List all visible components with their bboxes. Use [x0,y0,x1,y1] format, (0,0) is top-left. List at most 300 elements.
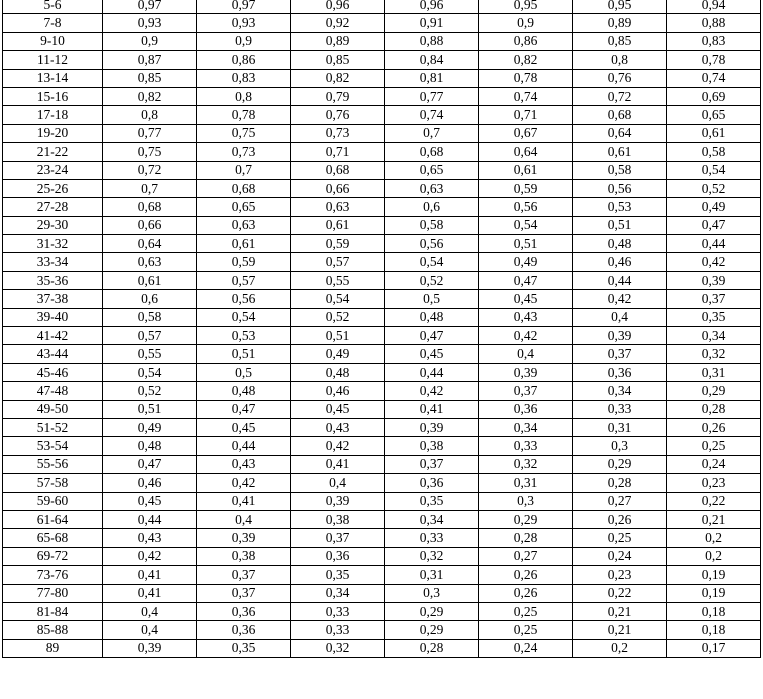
value-cell: 0,97 [197,0,291,14]
value-cell: 0,51 [573,216,667,234]
value-cell: 0,33 [385,529,479,547]
value-cell: 0,54 [667,161,761,179]
value-cell: 0,18 [667,621,761,639]
table-row [3,566,761,584]
value-cell: 0,23 [667,474,761,492]
age-cell: 53-54 [3,437,103,455]
value-cell: 0,74 [479,87,573,105]
value-cell: 0,55 [103,345,197,363]
value-cell: 0,41 [103,584,197,602]
table-row [3,106,761,124]
table-row [3,290,761,308]
value-cell: 0,76 [291,106,385,124]
value-cell: 0,34 [291,584,385,602]
table-row [3,308,761,326]
value-cell: 0,22 [573,584,667,602]
age-cell: 9-10 [3,32,103,50]
value-cell: 0,4 [291,474,385,492]
value-cell: 0,73 [197,143,291,161]
value-cell: 0,48 [197,382,291,400]
value-cell: 0,59 [197,253,291,271]
value-cell: 0,42 [385,382,479,400]
value-cell: 0,45 [385,345,479,363]
value-cell: 0,9 [479,14,573,32]
value-cell: 0,84 [385,51,479,69]
value-cell: 0,59 [291,235,385,253]
value-cell: 0,36 [291,547,385,565]
value-cell: 0,31 [385,566,479,584]
table-row [3,271,761,289]
age-cell: 39-40 [3,308,103,326]
value-cell: 0,78 [667,51,761,69]
value-cell: 0,85 [291,51,385,69]
value-cell: 0,29 [573,455,667,473]
value-cell: 0,2 [667,547,761,565]
age-cell: 21-22 [3,143,103,161]
value-cell: 0,19 [667,566,761,584]
value-cell: 0,28 [479,529,573,547]
value-cell: 0,57 [197,271,291,289]
table-row [3,69,761,87]
value-cell: 0,8 [103,106,197,124]
value-cell: 0,45 [291,400,385,418]
value-cell: 0,46 [103,474,197,492]
table-row [3,51,761,69]
table-row [3,382,761,400]
value-cell: 0,63 [197,216,291,234]
age-cell: 85-88 [3,621,103,639]
value-cell: 0,42 [667,253,761,271]
value-cell: 0,61 [479,161,573,179]
age-cell: 25-26 [3,179,103,197]
value-cell: 0,27 [479,547,573,565]
value-cell: 0,77 [103,124,197,142]
value-cell: 0,45 [479,290,573,308]
value-cell: 0,36 [197,621,291,639]
value-cell: 0,5 [385,290,479,308]
value-cell: 0,93 [197,14,291,32]
age-cell: 43-44 [3,345,103,363]
value-cell: 0,68 [573,106,667,124]
table-row [3,0,761,14]
value-cell: 0,68 [385,143,479,161]
table-row [3,584,761,602]
table-row [3,602,761,620]
table-row [3,198,761,216]
value-cell: 0,7 [385,124,479,142]
value-cell: 0,83 [197,69,291,87]
value-cell: 0,36 [385,474,479,492]
value-cell: 0,24 [479,639,573,657]
value-cell: 0,43 [479,308,573,326]
age-cell: 51-52 [3,418,103,436]
age-cell: 47-48 [3,382,103,400]
value-cell: 0,85 [573,32,667,50]
value-cell: 0,75 [197,124,291,142]
value-cell: 0,35 [291,566,385,584]
value-cell: 0,82 [479,51,573,69]
value-cell: 0,58 [103,308,197,326]
value-cell: 0,44 [667,235,761,253]
table-row [3,529,761,547]
value-cell: 0,47 [667,216,761,234]
age-cell: 89 [3,639,103,657]
table-row [3,437,761,455]
value-cell: 0,42 [197,474,291,492]
value-cell: 0,61 [667,124,761,142]
value-cell: 0,54 [103,363,197,381]
value-cell: 0,61 [197,235,291,253]
value-cell: 0,37 [573,345,667,363]
age-cell: 7-8 [3,14,103,32]
age-cell: 23-24 [3,161,103,179]
age-cell: 37-38 [3,290,103,308]
value-cell: 0,35 [667,308,761,326]
age-cell: 59-60 [3,492,103,510]
value-cell: 0,42 [103,547,197,565]
value-cell: 0,58 [667,143,761,161]
value-cell: 0,74 [385,106,479,124]
value-cell: 0,49 [479,253,573,271]
value-cell: 0,28 [667,400,761,418]
value-cell: 0,55 [291,271,385,289]
value-cell: 0,73 [291,124,385,142]
table-row [3,510,761,528]
value-cell: 0,39 [103,639,197,657]
value-cell: 0,24 [573,547,667,565]
value-cell: 0,83 [667,32,761,50]
table-row [3,345,761,363]
value-cell: 0,31 [573,418,667,436]
value-cell: 0,28 [573,474,667,492]
value-cell: 0,97 [103,0,197,14]
value-cell: 0,81 [385,69,479,87]
value-cell: 0,58 [573,161,667,179]
value-cell: 0,78 [479,69,573,87]
value-cell: 0,34 [479,418,573,436]
age-cell: 55-56 [3,455,103,473]
value-cell: 0,21 [573,621,667,639]
age-cell: 27-28 [3,198,103,216]
value-cell: 0,24 [667,455,761,473]
value-cell: 0,29 [479,510,573,528]
value-cell: 0,8 [573,51,667,69]
value-cell: 0,58 [385,216,479,234]
value-cell: 0,56 [197,290,291,308]
value-cell: 0,46 [291,382,385,400]
value-cell: 0,39 [385,418,479,436]
value-cell: 0,31 [667,363,761,381]
value-cell: 0,71 [291,143,385,161]
value-cell: 0,42 [291,437,385,455]
value-cell: 0,66 [103,216,197,234]
value-cell: 0,43 [291,418,385,436]
value-cell: 0,63 [103,253,197,271]
value-cell: 0,57 [291,253,385,271]
value-cell: 0,29 [385,621,479,639]
value-cell: 0,34 [573,382,667,400]
value-cell: 0,37 [291,529,385,547]
value-cell: 0,49 [667,198,761,216]
value-cell: 0,65 [667,106,761,124]
age-cell: 11-12 [3,51,103,69]
age-cell: 5-6 [3,0,103,14]
table-row [3,179,761,197]
value-cell: 0,51 [291,327,385,345]
table-body [3,0,761,658]
value-cell: 0,26 [479,584,573,602]
value-cell: 0,72 [103,161,197,179]
age-cell: 73-76 [3,566,103,584]
value-cell: 0,63 [291,198,385,216]
value-cell: 0,34 [667,327,761,345]
table-row [3,87,761,105]
value-cell: 0,7 [197,161,291,179]
value-cell: 0,32 [291,639,385,657]
age-cell: 31-32 [3,235,103,253]
value-cell: 0,2 [573,639,667,657]
age-cell: 65-68 [3,529,103,547]
value-cell: 0,9 [103,32,197,50]
value-cell: 0,29 [667,382,761,400]
value-cell: 0,71 [479,106,573,124]
coefficient-table [2,0,761,658]
value-cell: 0,76 [573,69,667,87]
value-cell: 0,39 [667,271,761,289]
age-cell: 61-64 [3,510,103,528]
table-row [3,143,761,161]
value-cell: 0,32 [385,547,479,565]
value-cell: 0,3 [573,437,667,455]
value-cell: 0,89 [291,32,385,50]
value-cell: 0,52 [385,271,479,289]
value-cell: 0,64 [573,124,667,142]
value-cell: 0,32 [479,455,573,473]
value-cell: 0,32 [667,345,761,363]
value-cell: 0,26 [479,566,573,584]
age-cell: 29-30 [3,216,103,234]
value-cell: 0,42 [479,327,573,345]
value-cell: 0,89 [573,14,667,32]
table-row [3,418,761,436]
value-cell: 0,41 [291,455,385,473]
age-cell: 45-46 [3,363,103,381]
value-cell: 0,63 [385,179,479,197]
table-row [3,621,761,639]
value-cell: 0,92 [291,14,385,32]
table-row [3,14,761,32]
value-cell: 0,26 [667,418,761,436]
value-cell: 0,46 [573,253,667,271]
value-cell: 0,77 [385,87,479,105]
value-cell: 0,64 [103,235,197,253]
value-cell: 0,51 [103,400,197,418]
table-row [3,474,761,492]
value-cell: 0,37 [479,382,573,400]
table-row [3,639,761,657]
value-cell: 0,37 [667,290,761,308]
value-cell: 0,6 [103,290,197,308]
value-cell: 0,33 [291,602,385,620]
value-cell: 0,82 [291,69,385,87]
value-cell: 0,21 [667,510,761,528]
value-cell: 0,44 [385,363,479,381]
value-cell: 0,37 [197,584,291,602]
value-cell: 0,52 [667,179,761,197]
value-cell: 0,27 [573,492,667,510]
value-cell: 0,34 [385,510,479,528]
value-cell: 0,82 [103,87,197,105]
value-cell: 0,66 [291,179,385,197]
value-cell: 0,88 [385,32,479,50]
value-cell: 0,4 [573,308,667,326]
value-cell: 0,29 [385,602,479,620]
value-cell: 0,54 [479,216,573,234]
value-cell: 0,75 [103,143,197,161]
value-cell: 0,53 [197,327,291,345]
value-cell: 0,3 [385,584,479,602]
table-row [3,216,761,234]
value-cell: 0,7 [103,179,197,197]
value-cell: 0,52 [291,308,385,326]
value-cell: 0,2 [667,529,761,547]
value-cell: 0,68 [291,161,385,179]
value-cell: 0,74 [667,69,761,87]
value-cell: 0,35 [197,639,291,657]
value-cell: 0,45 [197,418,291,436]
value-cell: 0,59 [479,179,573,197]
value-cell: 0,54 [197,308,291,326]
value-cell: 0,43 [103,529,197,547]
value-cell: 0,86 [479,32,573,50]
value-cell: 0,36 [573,363,667,381]
value-cell: 0,48 [385,308,479,326]
value-cell: 0,33 [479,437,573,455]
age-cell: 17-18 [3,106,103,124]
value-cell: 0,21 [573,602,667,620]
value-cell: 0,8 [197,87,291,105]
value-cell: 0,49 [291,345,385,363]
value-cell: 0,47 [103,455,197,473]
value-cell: 0,88 [667,14,761,32]
value-cell: 0,33 [291,621,385,639]
value-cell: 0,61 [573,143,667,161]
value-cell: 0,52 [103,382,197,400]
value-cell: 0,37 [385,455,479,473]
value-cell: 0,51 [479,235,573,253]
value-cell: 0,48 [573,235,667,253]
value-cell: 0,41 [385,400,479,418]
value-cell: 0,25 [667,437,761,455]
value-cell: 0,56 [385,235,479,253]
value-cell: 0,33 [573,400,667,418]
value-cell: 0,44 [197,437,291,455]
value-cell: 0,85 [103,69,197,87]
table-row [3,547,761,565]
value-cell: 0,45 [103,492,197,510]
value-cell: 0,39 [573,327,667,345]
value-cell: 0,36 [197,602,291,620]
value-cell: 0,39 [479,363,573,381]
value-cell: 0,25 [479,602,573,620]
value-cell: 0,19 [667,584,761,602]
value-cell: 0,96 [291,0,385,14]
value-cell: 0,39 [197,529,291,547]
value-cell: 0,48 [291,363,385,381]
value-cell: 0,44 [103,510,197,528]
table-row [3,253,761,271]
table-row [3,235,761,253]
value-cell: 0,49 [103,418,197,436]
value-cell: 0,28 [385,639,479,657]
value-cell: 0,47 [197,400,291,418]
value-cell: 0,25 [479,621,573,639]
age-cell: 69-72 [3,547,103,565]
table-row [3,492,761,510]
value-cell: 0,44 [573,271,667,289]
value-cell: 0,72 [573,87,667,105]
value-cell: 0,5 [197,363,291,381]
value-cell: 0,47 [385,327,479,345]
table-row [3,455,761,473]
table-row [3,400,761,418]
value-cell: 0,79 [291,87,385,105]
value-cell: 0,87 [103,51,197,69]
value-cell: 0,91 [385,14,479,32]
value-cell: 0,68 [197,179,291,197]
age-cell: 19-20 [3,124,103,142]
table-row [3,161,761,179]
value-cell: 0,95 [573,0,667,14]
age-cell: 41-42 [3,327,103,345]
value-cell: 0,37 [197,566,291,584]
value-cell: 0,35 [385,492,479,510]
value-cell: 0,3 [479,492,573,510]
age-cell: 49-50 [3,400,103,418]
value-cell: 0,41 [197,492,291,510]
value-cell: 0,86 [197,51,291,69]
value-cell: 0,61 [291,216,385,234]
value-cell: 0,67 [479,124,573,142]
value-cell: 0,31 [479,474,573,492]
value-cell: 0,54 [385,253,479,271]
age-cell: 77-80 [3,584,103,602]
value-cell: 0,18 [667,602,761,620]
value-cell: 0,57 [103,327,197,345]
value-cell: 0,36 [479,400,573,418]
value-cell: 0,39 [291,492,385,510]
value-cell: 0,38 [291,510,385,528]
value-cell: 0,26 [573,510,667,528]
value-cell: 0,61 [103,271,197,289]
table-row [3,327,761,345]
value-cell: 0,4 [103,621,197,639]
age-cell: 15-16 [3,87,103,105]
value-cell: 0,43 [197,455,291,473]
value-cell: 0,94 [667,0,761,14]
age-cell: 57-58 [3,474,103,492]
age-cell: 13-14 [3,69,103,87]
value-cell: 0,56 [573,179,667,197]
value-cell: 0,17 [667,639,761,657]
table-row [3,363,761,381]
value-cell: 0,68 [103,198,197,216]
value-cell: 0,22 [667,492,761,510]
value-cell: 0,25 [573,529,667,547]
age-cell: 81-84 [3,602,103,620]
value-cell: 0,96 [385,0,479,14]
value-cell: 0,53 [573,198,667,216]
